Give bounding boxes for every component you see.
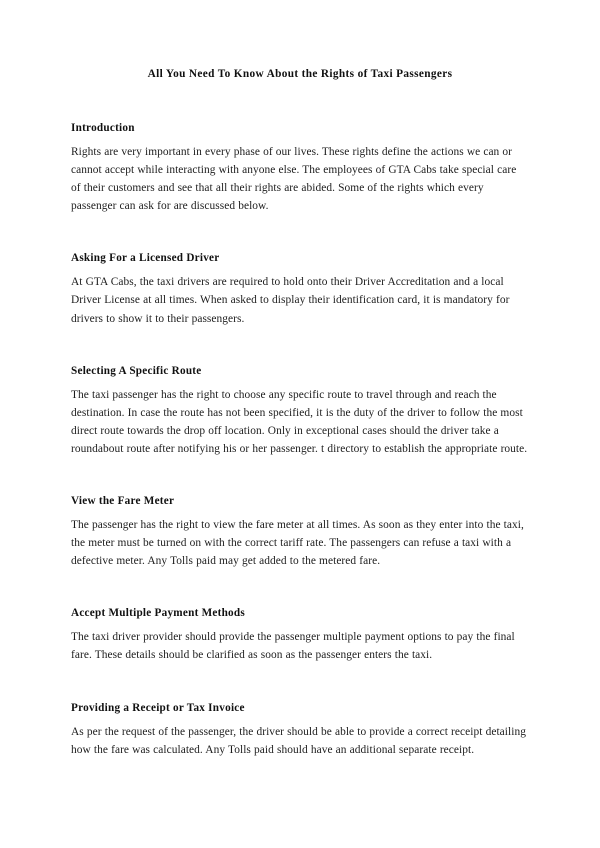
section-accept-multiple-payment-methods [71, 606, 529, 664]
section-body-introduction: Rights are very important in every phase of our lives. These rights define the actions we can or cannot accept while interacting with anyone else. The employees of GTA Cabs take special care of their customers and see that all their rights are abided. Some of the rights which every passenger can ask for are discussed below. [71, 146, 517, 213]
section-selecting-a-specific-route [71, 364, 529, 458]
section-providing-a-receipt-or-tax-invoice [71, 701, 529, 759]
section-heading-selecting-a-specific-route: Selecting A Specific Route [71, 364, 202, 377]
section-body-accept-multiple-payment-methods: The taxi driver provider should provide the passenger multiple payment options to pay the final fare. These details should be clarified as soon as the passenger enters the taxi. [71, 631, 515, 662]
section-introduction [71, 121, 529, 215]
section-heading-introduction: Introduction [71, 122, 135, 134]
section-heading-view-the-fare-meter: View the Fare Meter [71, 495, 175, 508]
section-heading-asking-for-a-licensed-driver: Asking For a Licensed Driver [71, 252, 220, 265]
section-view-the-fare-meter [71, 494, 529, 570]
section-heading-accept-multiple-payment-methods: Accept Multiple Payment Methods [71, 607, 245, 620]
section-heading-providing-a-receipt-or-tax-invoice: Providing a Receipt or Tax Invoice [71, 701, 245, 714]
document-content [71, 66, 529, 759]
section-body-selecting-a-specific-route: The taxi passenger has the right to choose any specific route to travel through and reach the destination. In case the route has not been specified, it is the duty of the driver to follow the most direct route towards the drop off location. Only in exceptional cases should the driver take a roundabout route after notifying his or her passenger. t directory to establish the appropriate route. [71, 388, 528, 455]
document-title: All You Need To Know About the Rights of Taxi Passengers [147, 68, 453, 80]
section-asking-for-a-licensed-driver [71, 251, 529, 327]
section-body-asking-for-a-licensed-driver: At GTA Cabs, the taxi drivers are required to hold onto their Driver Accreditation and a local Driver License at all times. When asked to display their identification card, it is mandatory for drivers to show it to their passengers. [71, 276, 510, 325]
section-body-view-the-fare-meter: The passenger has the right to view the fare meter at all times. As soon as they enter into the taxi, the meter must be turned on with the correct tariff rate. The passengers can refuse a taxi with a defective meter. Any Tolls paid may get added to the metered fare. [71, 519, 524, 568]
section-body-providing-a-receipt-or-tax-invoice: As per the request of the passenger, the driver should be able to provide a correct receipt detailing how the fare was calculated. Any Tolls paid should have an additional separate receipt. [71, 725, 526, 756]
